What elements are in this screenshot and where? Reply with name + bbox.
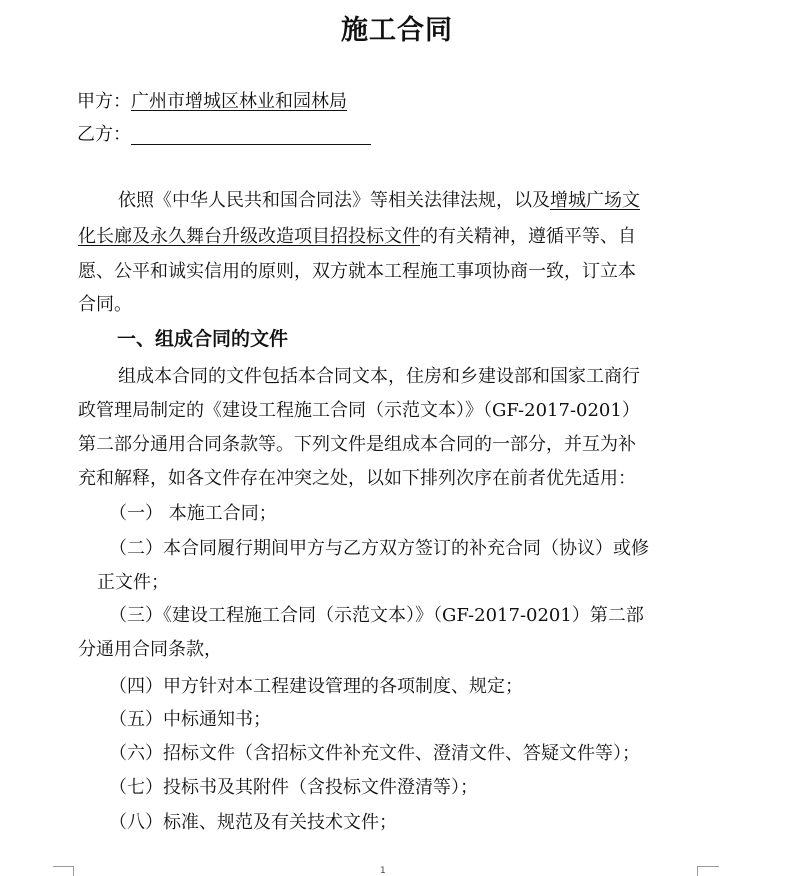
list-item-5: （五）中标通知书； (109, 709, 271, 730)
project-name-part2: 化长廊及永久舞台升级改造项目招投标文件 (78, 226, 420, 247)
section-1-line-1: 组成本合同的文件包括本合同文本，住房和乡建设部和国家工商行 (118, 366, 640, 387)
intro-line-3: 愿、公平和诚实信用的原则，双方就本工程施工事项协商一致，订立本 (78, 261, 636, 282)
corner-mark-right-v (697, 866, 698, 876)
list-item-2-cont: 正文件； (97, 572, 169, 593)
intro-line-2: 化长廊及永久舞台升级改造项目招投标文件的有关精神，遵循平等、自 (78, 226, 636, 247)
party-a-line (77, 91, 347, 113)
intro-line-1: 依照《中华人民共和国合同法》等相关法律法规，以及增城广场文 (118, 190, 640, 211)
party-a-name: 广州市增城区林业和园林局 (131, 91, 347, 112)
list-item-7: （七）投标书及其附件（含投标文件澄清等）； (109, 777, 478, 798)
intro-line-4: 合同。 (78, 294, 132, 315)
corner-mark-right-h (697, 866, 719, 867)
list-item-4: （四）甲方针对本工程建设管理的各项制度、规定； (109, 676, 523, 697)
party-b-blank (131, 126, 371, 145)
section-1-heading: 一、组成合同的文件 (117, 328, 289, 350)
list-item-3: （三）《建设工程施工合同（示范文本）》（GF-2017-0201）第二部 (109, 605, 644, 626)
page-number: 1 (380, 866, 386, 876)
list-item-2: （二）本合同履行期间甲方与乙方双方签订的补充合同（协议）或修 (109, 538, 649, 559)
corner-mark-left-h (53, 866, 73, 867)
section-1-line-2: 政管理局制定的《建设工程施工合同（示范文本）》（GF-2017-0201） (78, 400, 640, 421)
section-1-line-4: 充和解释，如各文件存在冲突之处，以如下排列次序在前者优先适用： (78, 468, 636, 489)
list-item-8: （八）标准、规范及有关技术文件； (109, 812, 397, 833)
party-b-label: 乙方： (77, 124, 131, 145)
corner-mark-left-v (73, 866, 74, 876)
section-1-line-3: 第二部分通用合同条款等。下列文件是组成本合同的一部分，并互为补 (78, 434, 636, 455)
party-a-label: 甲方： (77, 91, 131, 112)
document-title: 施工合同 (341, 15, 453, 46)
list-item-1: （一） 本施工合同； (109, 503, 277, 524)
list-item-6: （六）招标文件（含招标文件补充文件、澄清文件、答疑文件等）； (109, 743, 640, 764)
project-name-part1: 增城广场文 (550, 190, 640, 211)
party-b-line (77, 124, 371, 146)
list-item-3-cont: 分通用合同条款， (78, 639, 222, 660)
